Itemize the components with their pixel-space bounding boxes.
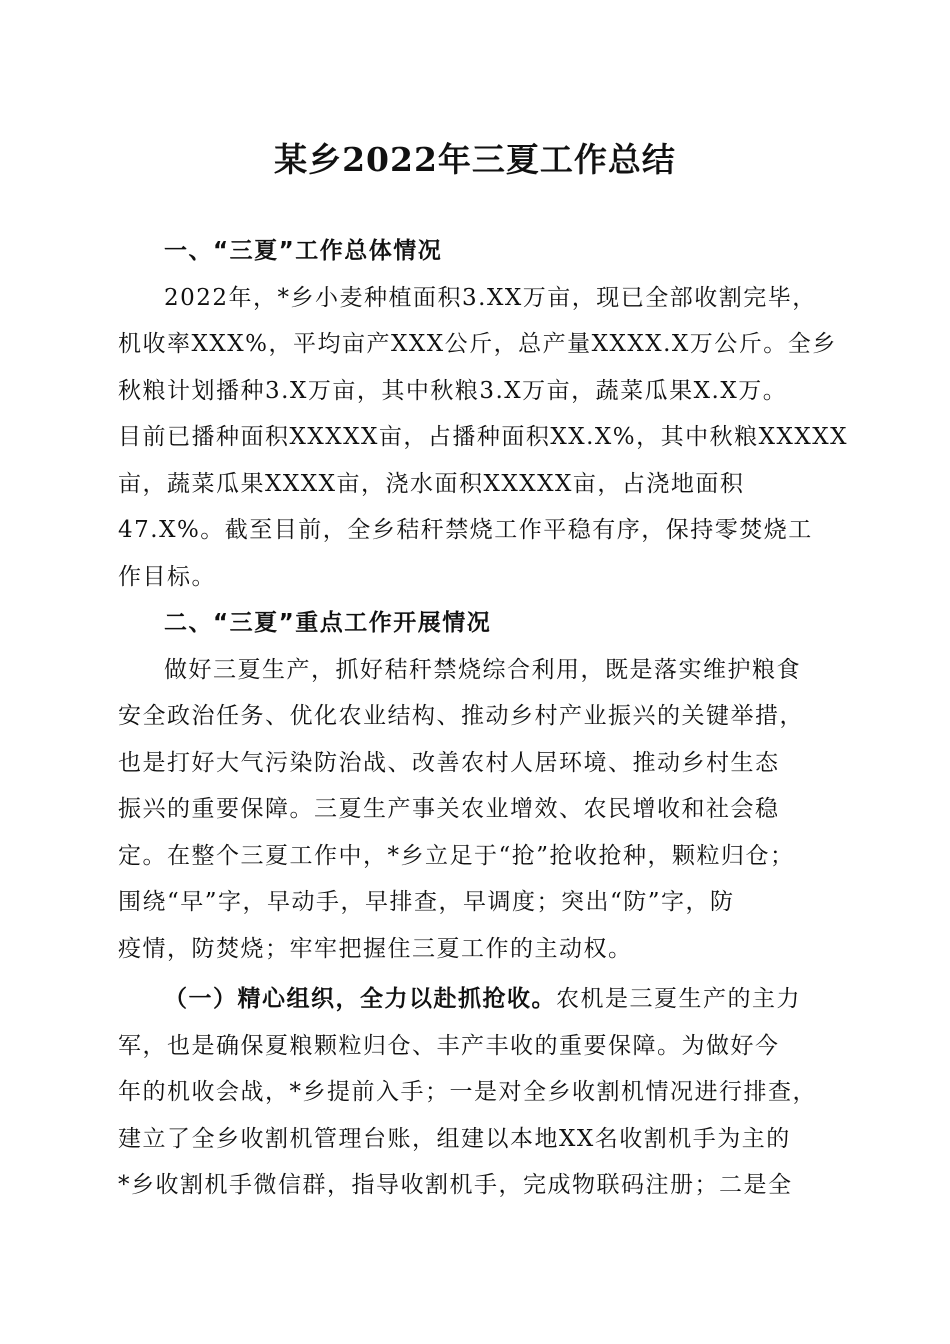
paragraph-line: 做好三夏生产，抓好秸秆禁烧综合利用，既是落实维护粮食 xyxy=(164,656,801,683)
subsection-first-line xyxy=(118,976,838,1023)
document-body xyxy=(118,228,849,1209)
paragraph-line: 振兴的重要保障。三夏生产事关农业增效、农民增收和社会稳 xyxy=(118,796,780,822)
paragraph-line: 作目标。 xyxy=(118,563,216,590)
paragraph-line: 47.X%。截至目前，全乡秸秆禁烧工作平稳有序，保持零焚烧工 xyxy=(118,517,813,543)
paragraph-line: *乡收割机手微信群，指导收割机手，完成物联码注册；二是全 xyxy=(118,1172,793,1198)
paragraph-line: 疫情，防焚烧；牢牢把握住三夏工作的主动权。 xyxy=(118,935,633,962)
paragraph-line: 亩，蔬菜瓜果XXXX亩，浇水面积XXXXX亩，占浇地面积 xyxy=(118,470,745,497)
subsection-lead: （一）精心组织，全力以赴抓抢收。 xyxy=(164,986,556,1012)
paragraph-line: 定。在整个三夏工作中，*乡立足于“抢”抢收抢种，颗粒归仓； xyxy=(118,842,795,869)
document-title: 某乡2022年三夏工作总结 xyxy=(274,140,676,179)
section-heading-2: 二、“三夏”重点工作开展情况 xyxy=(164,610,492,636)
section-heading-1: 一、“三夏”工作总体情况 xyxy=(164,238,443,264)
paragraph-line: 目前已播种面积XXXXX亩，占播种面积XX.X%，其中秋粮XXXXX xyxy=(118,424,849,450)
paragraph-line: 建立了全乡收割机管理台账，组建以本地XX名收割机手为主的 xyxy=(118,1125,791,1152)
subsection-first-line-rest: 农机是三夏生产的主力 xyxy=(556,986,801,1012)
paragraph-line: 军，也是确保夏粮颗粒归仓、丰产丰收的重要保障。为做好今 xyxy=(118,1032,780,1059)
paragraph-line: 年的机收会战，*乡提前入手；一是对全乡收割机情况进行排查， xyxy=(118,1079,817,1105)
paragraph-line: 围绕“早”字，早动手，早排查，早调度；突出“防”字，防 xyxy=(118,889,735,915)
paragraph-line: 2022年，*乡小麦种植面积3.XX万亩，现已全部收割完毕， xyxy=(164,284,817,311)
paragraph-line: 秋粮计划播种3.X万亩，其中秋粮3.X万亩，蔬菜瓜果X.X万。 xyxy=(118,377,788,404)
paragraph-line: 也是打好大气污染防治战、改善农村人居环境、推动乡村生态 xyxy=(118,749,780,776)
paragraph-line: 机收率XXX%，平均亩产XXX公斤，总产量XXXX.X万公斤。全乡 xyxy=(118,331,837,357)
paragraph-line: 安全政治任务、优化农业结构、推动乡村产业振兴的关键举措， xyxy=(118,703,804,729)
